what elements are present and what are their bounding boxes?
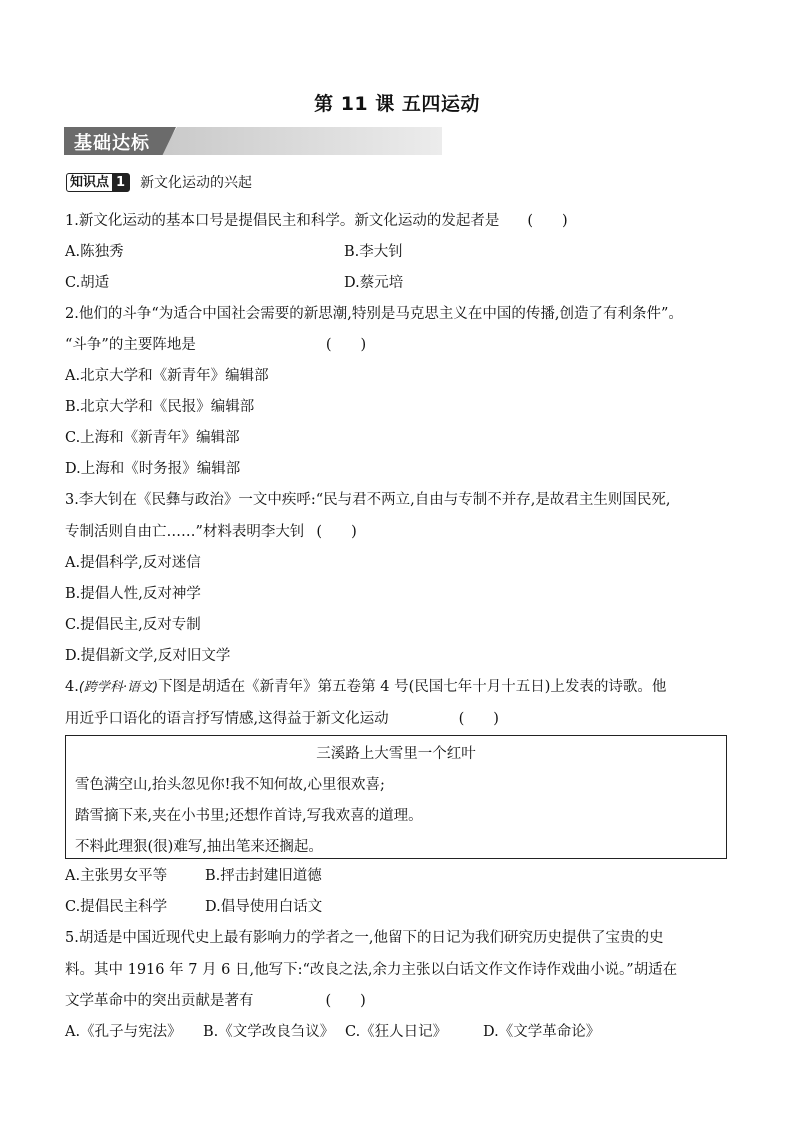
- poem-box: [65, 735, 727, 859]
- q5-stem-line2: 料。其中 1916 年 7 月 6 日,他写下:“改良之法,余力主张以白话文作文作诗作戏曲小说。”胡适在: [65, 962, 678, 978]
- q3-answer-paren: ( ): [316, 524, 357, 540]
- knowledge-point-badge: [66, 173, 130, 192]
- knowledge-point-header: [66, 172, 252, 192]
- q4-option-b: B.抨击封建旧道德: [205, 868, 322, 884]
- poem-title: 三溪路上大雪里一个红叶: [316, 746, 476, 762]
- q4-subject-tag: (跨学科·语文): [78, 680, 159, 695]
- knowledge-point-number: 1: [112, 174, 129, 191]
- q2-option-b: B.北京大学和《民报》编辑部: [65, 399, 255, 415]
- q4-stem-line1: [65, 677, 666, 698]
- q2-option-d: D.上海和《时务报》编辑部: [65, 461, 241, 477]
- q5-stem-line3: [65, 991, 366, 1011]
- section-banner-label: 基础达标: [74, 133, 150, 154]
- q5-stem-line1: 5.胡适是中国近现代史上最有影响力的学者之一,他留下的日记为我们研究历史提供了宝贵的史: [65, 930, 664, 946]
- q4-option-c: C.提倡民主科学: [65, 899, 168, 915]
- q1-option-b: B.李大钊: [344, 244, 403, 260]
- q4-option-d: D.倡导使用白话文: [205, 899, 323, 915]
- poem-line-2: 踏雪摘下来,夹在小书里;还想作首诗,写我欢喜的道理。: [75, 808, 423, 824]
- q2-answer-paren: ( ): [325, 337, 367, 353]
- q4-stem-text: 下图是胡适在《新青年》第五卷第 4 号(民国七年十月十五日)上发表的诗歌。他: [158, 679, 667, 695]
- q1-option-d: D.蔡元培: [344, 275, 404, 291]
- q2-option-c: C.上海和《新青年》编辑部: [65, 430, 240, 446]
- q2-stem-text: “斗争”的主要阵地是: [65, 337, 196, 353]
- q4-stem-text-2: 用近乎口语化的语言抒写情感,这得益于新文化运动: [65, 711, 389, 727]
- q1-stem: [65, 211, 568, 231]
- knowledge-point-label: 知识点: [70, 174, 110, 190]
- q2-stem-line1: 2.他们的斗争“为适合中国社会需要的新思潮,特别是马克思主义在中国的传播,创造了有利条件”。: [65, 306, 683, 322]
- banner-stripe: [160, 127, 442, 155]
- q3-option-b: B.提倡人性,反对神学: [65, 586, 201, 602]
- q3-option-d: D.提倡新文学,反对旧文学: [65, 648, 231, 664]
- q4-stem-line2: [65, 709, 499, 729]
- q5-option-d: D.《文学革命论》: [483, 1024, 601, 1040]
- q4-option-a: A.主张男女平等: [65, 868, 168, 884]
- q1-stem-text: 1.新文化运动的基本口号是提倡民主和科学。新文化运动的发起者是: [65, 213, 500, 229]
- q5-option-c: C.《狂人日记》: [345, 1024, 448, 1040]
- q1-option-a: A.陈独秀: [65, 244, 124, 260]
- poem-line-1: 雪色满空山,抬头忽见你!我不知何故,心里很欢喜;: [75, 777, 385, 793]
- q5-option-b: B.《文学改良刍议》: [203, 1024, 335, 1040]
- q3-option-a: A.提倡科学,反对迷信: [65, 555, 201, 571]
- q5-stem-text: 文学革命中的突出贡献是著有: [65, 993, 254, 1009]
- q1-option-c: C.胡适: [65, 275, 110, 291]
- q3-stem-line1: 3.李大钊在《民彝与政治》一文中疾呼:“民与君不两立,自由与专制不并存,是故君主生则国民死,: [65, 492, 671, 508]
- section-banner: [64, 127, 442, 155]
- q1-answer-paren: ( ): [527, 213, 568, 229]
- knowledge-point-title: 新文化运动的兴起: [140, 175, 253, 191]
- poem-line-3: 不料此理狠(很)难写,抽出笔来还搁起。: [75, 839, 323, 855]
- q5-option-a: A.《孔子与宪法》: [65, 1024, 182, 1040]
- q3-stem-line2: [65, 522, 357, 542]
- page-title: 第 11 课 五四运动: [314, 93, 480, 115]
- q2-stem-line2: [65, 335, 366, 355]
- q4-number: 4.: [65, 679, 79, 695]
- q4-answer-paren: ( ): [458, 711, 499, 727]
- q3-stem-text: 专制活则自由亡……”材料表明李大钊: [65, 524, 305, 540]
- q3-option-c: C.提倡民主,反对专制: [65, 617, 201, 633]
- q2-option-a: A.北京大学和《新青年》编辑部: [65, 368, 269, 384]
- q5-answer-paren: ( ): [325, 993, 366, 1009]
